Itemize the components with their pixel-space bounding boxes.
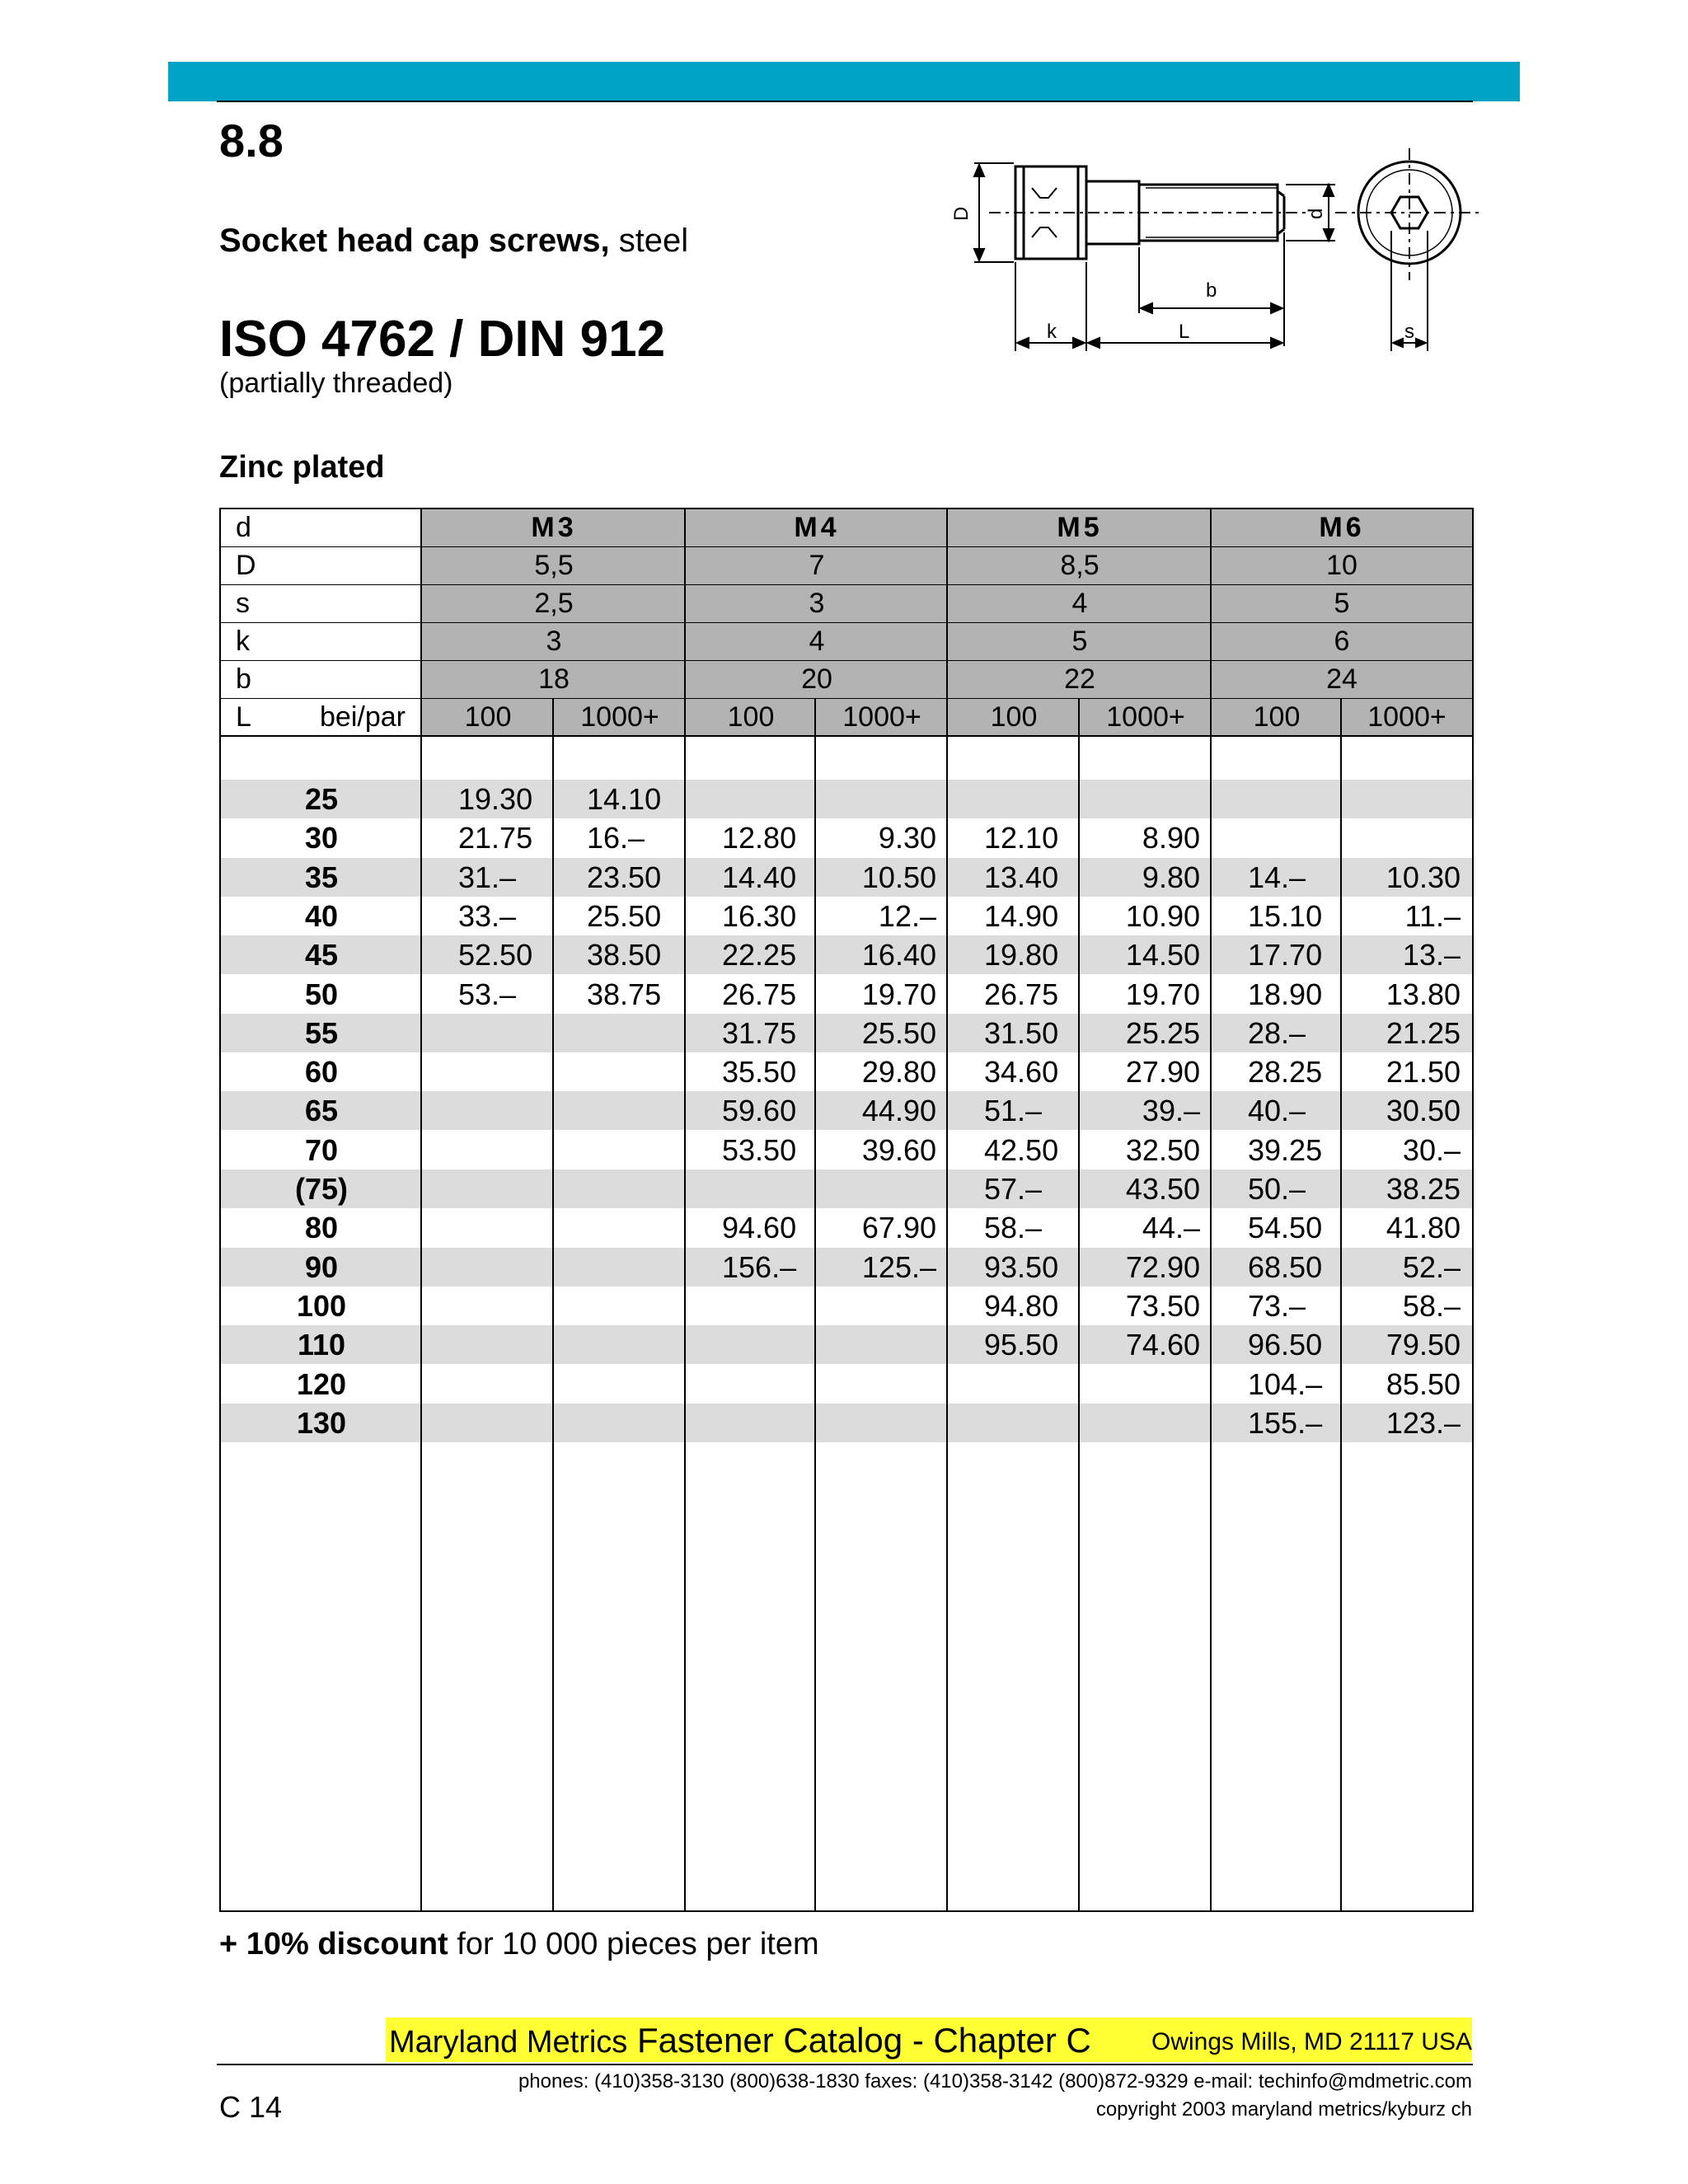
price-cell: 125.– (861, 1249, 936, 1284)
spec-cell-m5: 5 (948, 623, 1212, 660)
price-cell: 73.50 (1125, 1288, 1200, 1323)
strength-grade: 8.8 (219, 115, 284, 166)
price-cell: 32.50 (1125, 1132, 1200, 1167)
price-cell: 96.50 (1248, 1328, 1323, 1362)
price-cell: 27.90 (1125, 1055, 1200, 1090)
label-thread-length: b (1206, 279, 1217, 302)
length-cell: 120 (296, 1366, 347, 1401)
spec-row-b (221, 661, 1472, 700)
price-cell: 59.60 (722, 1094, 797, 1128)
price-cell: 94.80 (984, 1288, 1059, 1323)
price-cell: 10.90 (1125, 898, 1200, 933)
table-row (221, 1325, 1472, 1364)
finish-label: Zinc plated (219, 450, 385, 485)
spec-row-s (221, 585, 1472, 624)
price-cell: 12.80 (722, 821, 797, 855)
qty-header: 1000+ (1080, 699, 1212, 735)
price-cell: 42.50 (984, 1132, 1059, 1167)
table-row (221, 1091, 1472, 1130)
spec-row-d (221, 509, 1472, 548)
spec-label: s (221, 585, 422, 622)
price-cell: 38.75 (587, 977, 662, 1011)
price-cell: 13.– (1402, 938, 1461, 972)
spec-cell-m4: 7 (686, 547, 948, 584)
price-cell: 57.– (984, 1172, 1043, 1206)
spec-cell-m6: 10 (1212, 547, 1472, 584)
price-cell: 14.10 (587, 782, 662, 816)
price-cell: 79.50 (1386, 1328, 1461, 1362)
spec-label: D (221, 547, 422, 584)
price-cell: 68.50 (1248, 1249, 1323, 1284)
price-cell: 19.70 (1125, 977, 1200, 1011)
variant-note: (partially threaded) (219, 368, 453, 399)
price-cell: 28.– (1248, 1015, 1306, 1050)
label-head-diameter: D (950, 206, 973, 221)
price-cell: 19.70 (861, 977, 936, 1011)
qty-header: 1000+ (1342, 699, 1472, 735)
length-cell: 110 (297, 1328, 346, 1362)
length-label: L (236, 701, 251, 733)
table-row (221, 975, 1472, 1014)
price-cell: 10.30 (1386, 860, 1461, 894)
price-cell: 67.90 (861, 1211, 936, 1245)
price-cell: 14.50 (1125, 938, 1200, 972)
column-divider (420, 509, 422, 1910)
spec-label: d (221, 509, 422, 546)
price-cell: 104.– (1248, 1366, 1323, 1401)
price-cell: 29.80 (861, 1055, 936, 1090)
spec-cell-m4: 20 (686, 661, 948, 698)
qty-header: 100 (1212, 699, 1342, 735)
copyright-line: copyright 2003 maryland metrics/kyburz ch (1095, 2098, 1472, 2121)
price-cell: 123.– (1386, 1405, 1461, 1440)
price-cell: 17.70 (1248, 938, 1323, 972)
price-cell: 52.– (1402, 1249, 1461, 1284)
table-row (221, 1404, 1472, 1442)
contact-line: phones: (410)358-3130 (800)638-1830 faxes: (410)358-3142 (800)872-9329 e-mail: techinfo@mdmetric.com (518, 2070, 1472, 2093)
top-accent-bar (168, 62, 1520, 101)
footer-title (389, 2019, 1091, 2064)
price-cell: 14.40 (722, 860, 797, 894)
table-row (221, 1131, 1472, 1169)
price-cell: 94.60 (722, 1211, 797, 1245)
price-cell: 52.50 (458, 938, 533, 972)
price-cell: 53.– (458, 977, 517, 1011)
price-cell: 93.50 (984, 1249, 1059, 1284)
table-row (221, 780, 1472, 818)
qty-header: 100 (422, 699, 554, 735)
price-cell: 38.50 (587, 938, 662, 972)
price-cell: 16.40 (861, 938, 936, 972)
table-row (221, 1014, 1472, 1052)
standard-title: ISO 4762 / DIN 912 (219, 311, 666, 368)
price-cell: 18.90 (1248, 977, 1323, 1011)
price-cell: 12.– (878, 898, 936, 933)
length-cell: 60 (304, 1055, 339, 1090)
price-cell: 30.50 (1386, 1094, 1461, 1128)
price-table (219, 508, 1474, 1912)
qty-header: 100 (686, 699, 816, 735)
product-title (219, 223, 688, 260)
price-cell: 19.80 (984, 938, 1059, 972)
price-cell: 31.– (458, 860, 517, 894)
label-socket-size: s (1404, 321, 1414, 343)
price-cell: 33.– (458, 898, 517, 933)
spec-cell-m3: 5,5 (422, 547, 686, 584)
price-cell: 156.– (722, 1249, 797, 1284)
discount-bold: + 10% discount (219, 1927, 448, 1961)
price-cell: 58.– (1402, 1288, 1461, 1323)
per-unit-label: bei/par (320, 701, 406, 733)
column-divider (552, 699, 554, 1910)
header-rule (217, 101, 1473, 102)
price-cell: 30.– (1402, 1132, 1461, 1167)
spec-cell-m3: 18 (422, 661, 686, 698)
spec-cell-m5: 8,5 (948, 547, 1212, 584)
length-cell: 65 (304, 1094, 339, 1128)
length-cell: 70 (304, 1132, 339, 1167)
table-row (221, 1248, 1472, 1286)
spec-cell-m3: 2,5 (422, 585, 686, 622)
spec-row-D (221, 547, 1472, 586)
spec-cell-m4: 3 (686, 585, 948, 622)
column-divider (1078, 699, 1080, 1910)
table-row (221, 1208, 1472, 1247)
spec-row-k (221, 623, 1472, 662)
column-divider (1340, 699, 1342, 1910)
price-cell: 14.90 (984, 898, 1059, 933)
price-cell: 10.50 (861, 860, 936, 894)
price-cell: 31.75 (722, 1015, 797, 1050)
price-cell: 58.– (984, 1211, 1043, 1245)
price-cell: 85.50 (1386, 1366, 1461, 1401)
column-divider (1210, 509, 1212, 1910)
spec-cell-m5: 22 (948, 661, 1212, 698)
quantity-header-row (221, 699, 1472, 737)
price-cell: 21.25 (1386, 1015, 1461, 1050)
qty-header: 1000+ (554, 699, 686, 735)
product-title-material: steel (609, 223, 689, 259)
length-cell: 45 (304, 938, 339, 972)
price-cell: 95.50 (984, 1328, 1059, 1362)
price-cell: 44.– (1142, 1211, 1200, 1245)
price-cell: 39.25 (1248, 1132, 1323, 1167)
length-cell: 130 (296, 1405, 347, 1440)
price-cell: 9.30 (878, 821, 936, 855)
qty-header: 1000+ (816, 699, 948, 735)
table-row (221, 1286, 1472, 1325)
price-cell: 16.30 (722, 898, 797, 933)
spec-label: k (221, 623, 422, 660)
catalog-name: Fastener Catalog - Chapter C (627, 2021, 1091, 2060)
spec-cell-m3: 3 (422, 623, 686, 660)
price-cell: 9.80 (1142, 860, 1200, 894)
spec-cell-m6: 6 (1212, 623, 1472, 660)
spec-cell-m6: M6 (1212, 509, 1472, 546)
price-cell: 35.50 (722, 1055, 797, 1090)
table-row (221, 897, 1472, 935)
price-cell: 41.80 (1386, 1211, 1461, 1245)
label-thread-diameter: d (1305, 208, 1327, 219)
price-cell: 26.75 (722, 977, 797, 1011)
price-cell: 25.50 (587, 898, 662, 933)
length-cell: 30 (304, 821, 339, 855)
price-cell: 28.25 (1248, 1055, 1323, 1090)
price-cell: 31.50 (984, 1015, 1059, 1050)
price-cell: 155.– (1248, 1405, 1323, 1440)
price-cell: 54.50 (1248, 1211, 1323, 1245)
price-cell: 25.25 (1125, 1015, 1200, 1050)
spec-cell-m6: 24 (1212, 661, 1472, 698)
spec-label: b (221, 661, 422, 698)
length-cell: 40 (304, 898, 339, 933)
company-name: Maryland Metrics (389, 2025, 628, 2060)
table-row (221, 858, 1472, 897)
price-cell: 22.25 (722, 938, 797, 972)
price-cell: 14.– (1248, 860, 1306, 894)
qty-header: 100 (948, 699, 1080, 735)
price-cell: 25.50 (861, 1015, 936, 1050)
price-cell: 19.30 (458, 782, 533, 816)
price-cell: 26.75 (984, 977, 1059, 1011)
discount-note (219, 1927, 819, 1962)
length-header-cell (221, 699, 422, 735)
price-cell: 38.25 (1386, 1172, 1461, 1206)
label-length: L (1179, 321, 1190, 343)
price-cell: 8.90 (1142, 821, 1200, 855)
label-head-height: k (1047, 321, 1057, 343)
price-cell: 51.– (984, 1094, 1043, 1128)
price-cell: 13.80 (1386, 977, 1461, 1011)
spec-cell-m4: M4 (686, 509, 948, 546)
table-row (221, 1365, 1472, 1404)
price-cell: 16.– (587, 821, 645, 855)
price-cell: 40.– (1248, 1094, 1306, 1128)
table-row (221, 818, 1472, 857)
price-cell: 13.40 (984, 860, 1059, 894)
spec-cell-m5: 4 (948, 585, 1212, 622)
price-cell: 72.90 (1125, 1249, 1200, 1284)
table-row (221, 1169, 1472, 1208)
spec-cell-m4: 4 (686, 623, 948, 660)
length-cell: (75) (294, 1172, 349, 1206)
price-cell: 23.50 (587, 860, 662, 894)
price-cell: 44.90 (861, 1094, 936, 1128)
length-cell: 50 (304, 977, 339, 1011)
column-divider (814, 699, 816, 1910)
length-cell: 90 (304, 1249, 339, 1284)
product-title-bold: Socket head cap screws, (219, 223, 610, 259)
price-cell: 43.50 (1125, 1172, 1200, 1206)
price-cell: 39.60 (861, 1132, 936, 1167)
spec-cell-m3: M3 (422, 509, 686, 546)
price-cell: 50.– (1248, 1172, 1306, 1206)
table-row (221, 1052, 1472, 1091)
length-cell: 80 (304, 1211, 339, 1245)
price-cell: 21.75 (458, 821, 533, 855)
screw-technical-drawing (950, 148, 1484, 354)
footer-address: Owings Mills, MD 21117 USA (1151, 2028, 1472, 2055)
price-cell: 11.– (1404, 898, 1461, 933)
price-cell: 34.60 (984, 1055, 1059, 1090)
length-cell: 35 (304, 860, 339, 894)
table-row (221, 935, 1472, 974)
price-cell: 73.– (1248, 1288, 1306, 1323)
length-cell: 25 (304, 782, 339, 816)
page-number: C 14 (219, 2090, 283, 2124)
spec-cell-m6: 5 (1212, 585, 1472, 622)
footer-rule (217, 2064, 1473, 2065)
discount-text: for 10 000 pieces per item (448, 1927, 819, 1961)
price-cell: 21.50 (1386, 1055, 1461, 1090)
price-cell: 15.10 (1248, 898, 1323, 933)
length-cell: 100 (296, 1288, 347, 1323)
price-cell: 74.60 (1125, 1328, 1200, 1362)
column-divider (946, 509, 948, 1910)
price-cell: 12.10 (984, 821, 1059, 855)
length-cell: 55 (304, 1015, 339, 1050)
column-divider (684, 509, 686, 1910)
spec-cell-m5: M5 (948, 509, 1212, 546)
price-cell: 53.50 (722, 1132, 797, 1167)
price-cell: 39.– (1142, 1094, 1200, 1128)
